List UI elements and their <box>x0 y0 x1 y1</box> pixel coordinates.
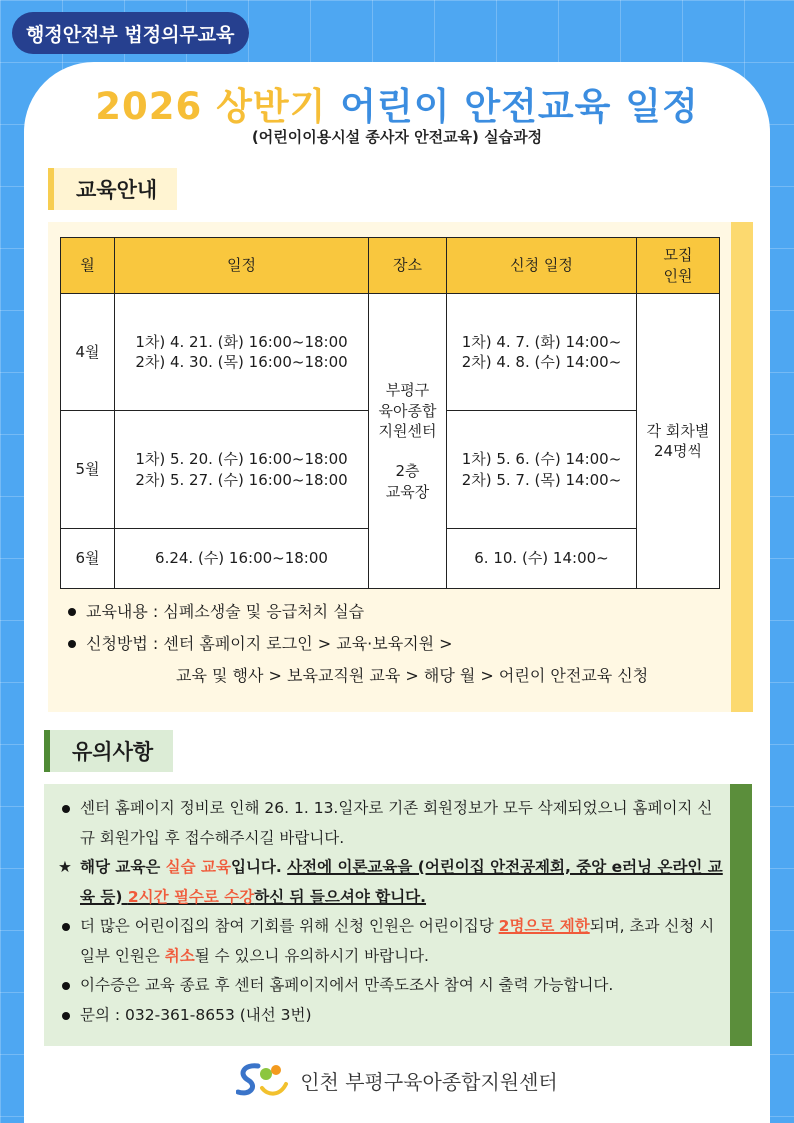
note-highlight: 2명으로 제한 <box>498 917 590 935</box>
note-highlight: 2시간 필수로 수강 <box>127 887 255 906</box>
cell-apply: 1차) 4. 7. (화) 14:00~ 2차) 4. 8. (수) 14:00~ <box>447 294 637 411</box>
header-month: 월 <box>61 238 115 294</box>
note-item-certificate: 이수증은 교육 종료 후 센터 홈페이지에서 만족도조사 참여 시 출력 가능합니다. <box>58 971 724 1001</box>
note-highlight: 취소 <box>164 946 195 965</box>
org-badge: 행정안전부 법정의무교육 <box>12 12 249 54</box>
cell-month: 4월 <box>61 294 115 411</box>
info-method-line2: 교육 및 행사 > 보육교직원 교육 > 해당 월 > 어린이 안전교육 신청 <box>176 666 649 685</box>
cell-schedule: 6.24. (수) 16:00~18:00 <box>115 528 369 588</box>
footer-org-name: 인천 부평구육아종합지원센터 <box>300 1069 558 1094</box>
note-text: 더 많은 어린이집의 참여 기회를 위해 신청 인원은 어린이집당 <box>80 917 499 935</box>
main-card <box>24 62 770 1123</box>
table-header-row <box>61 238 720 294</box>
cell-apply: 6. 10. (수) 14:00~ <box>447 528 637 588</box>
header-apply: 신청 일정 <box>447 238 637 294</box>
note-item-homepage: 센터 홈페이지 정비로 인해 26. 1. 13.일자로 기존 회원정보가 모두 삭제되었으니 홈페이지 신규 회원가입 후 접수해주시길 바랍니다. <box>58 794 724 853</box>
note-text: 될 수 있으니 유의하시기 바랍니다. <box>194 946 429 965</box>
note-highlight: 실습 교육 <box>165 858 231 876</box>
notes-list <box>58 794 724 1030</box>
note-text: 입니다. <box>230 858 288 876</box>
guide-box <box>48 222 753 712</box>
footer <box>24 1060 770 1100</box>
note-item-contact: 문의 : 032-361-8653 (내선 3번) <box>58 1001 724 1031</box>
title-year: 2026 상반기 <box>95 85 327 128</box>
notes-box <box>44 784 752 1046</box>
info-list <box>66 596 726 692</box>
note-item-practice <box>58 853 724 912</box>
header-location: 장소 <box>369 238 447 294</box>
info-method-line1: 신청방법 : 센터 홈페이지 로그인 > 교육·보육지원 > <box>86 634 453 653</box>
header-schedule: 일정 <box>115 238 369 294</box>
cell-month: 6월 <box>61 528 115 588</box>
note-text: 사전에 이론교육을 (어린이집 안전공제회, 중앙 e러닝 온라인 교육 등) <box>80 858 723 906</box>
cell-apply: 1차) 5. 6. (수) 14:00~ 2차) 5. 7. (목) 14:00~ <box>447 411 637 528</box>
cell-schedule: 1차) 4. 21. (화) 16:00~18:00 2차) 4. 30. (목) 16:00~18:00 <box>115 294 369 411</box>
center-logo-icon <box>236 1060 292 1100</box>
star-icon: ★ <box>58 858 72 876</box>
note-text: 해당 교육은 <box>80 858 166 876</box>
note-item-limit <box>58 912 724 971</box>
cell-month: 5월 <box>61 411 115 528</box>
section-guide-label: 교육안내 <box>48 168 177 210</box>
note-text: 하신 뒤 들으셔야 합니다. <box>254 887 427 906</box>
note-text: 되며, 초과 신청 시 일부 인원은 <box>80 917 715 965</box>
section-notes-label: 유의사항 <box>44 730 173 772</box>
title-main: 어린이 안전교육 일정 <box>340 85 699 128</box>
cell-schedule: 1차) 5. 20. (수) 16:00~18:00 2차) 5. 27. (수) 16:00~18:00 <box>115 411 369 528</box>
page-title <box>24 76 770 130</box>
cell-capacity: 각 회차별 24명씩 <box>637 294 720 589</box>
schedule-table <box>60 237 720 589</box>
header-capacity: 모집 인원 <box>637 238 720 294</box>
page-subtitle: (어린이이용시설 종사자 안전교육) 실습과정 <box>251 128 543 146</box>
table-row <box>61 294 720 411</box>
info-method <box>66 628 726 692</box>
info-content: 교육내용 : 심폐소생술 및 응급처치 실습 <box>66 596 726 628</box>
cell-location: 부평구 육아종합 지원센터 2층 교육장 <box>369 294 447 589</box>
